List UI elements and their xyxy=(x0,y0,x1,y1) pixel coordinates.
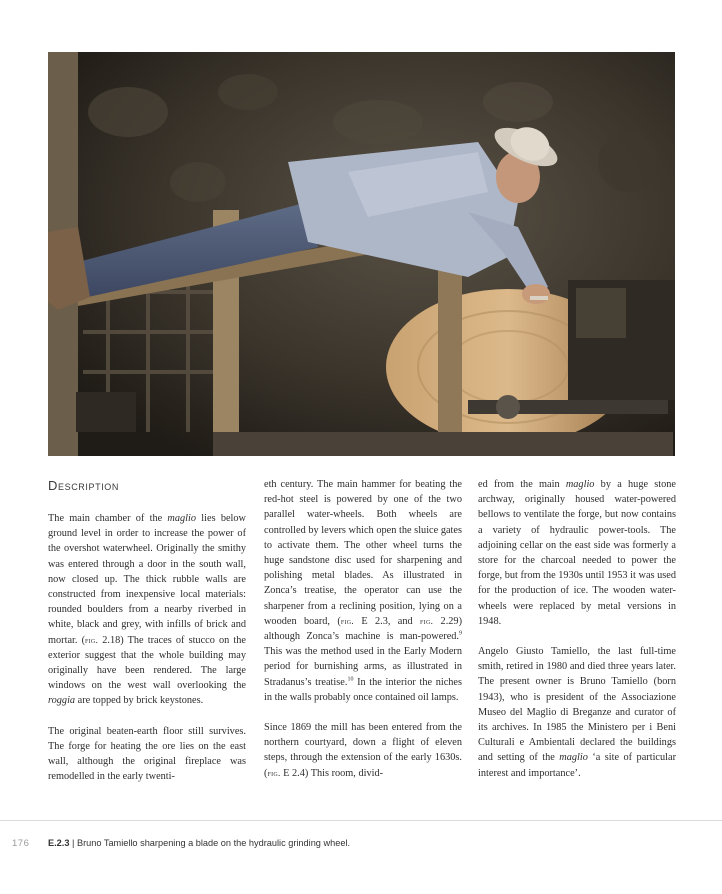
text-column-1 xyxy=(48,477,246,784)
text-run: 2.29) although Zonca’s machine is man-powered. xyxy=(264,615,462,643)
figure-ref: fig. xyxy=(267,767,281,778)
footnote-ref: 9 xyxy=(459,630,462,637)
figure-ref: fig. xyxy=(340,615,354,626)
text-run: Since 1869 the mill has been entered from the northern courtyard, down a flight of eleven steps, through the extension of the early 1630s. ( xyxy=(264,722,462,779)
section-heading: Description xyxy=(48,478,119,493)
figure-ref: fig. xyxy=(420,615,434,626)
text-run: eth century. The main hammer for beating the red-hot steel is powered by one of the two parallel water-wheels. Both wheels are controlled by levers which open the sluice gates to activate them. The other wheel turns the huge sandstone disc used for sharpening and polishing metal blades. As illustrated in Zonca’s treatise, the operator can use the sharpener from a reclining position, lying on a wooden board, ( xyxy=(264,479,462,627)
text-column-2 xyxy=(264,477,462,781)
paragraph-6 xyxy=(478,644,676,781)
text-run: ed from the main xyxy=(478,479,566,490)
text-run: by a huge stone archway, originally housed water-powered bellows to ventilate the forge, but now contains a variety of hydraulic power-tools. The adjoining cellar on the east side was formerly a store for the charcoal needed to power the forge, but from the 1930s until 1953 it was used for the production of ice. The wooden water-wheels were replaced by metal versions in 1948. xyxy=(478,479,677,627)
paragraph-3 xyxy=(264,477,462,705)
italic-term: maglio xyxy=(167,513,197,524)
text-run: Angelo Giusto Tamiello, the last full-time smith, retired in 1980 and died three years later. The present owner is Bruno Tamiello (born 1943), who is president of the Associazione Museo del Maglio di Breganze and curator of its archives. In 1985 the Ministero per i Beni Culturali e Ambientali declared the buildings and setting of the xyxy=(478,646,676,764)
footnote-ref: 10 xyxy=(347,676,354,683)
paragraph-1 xyxy=(48,511,246,709)
paragraph-5 xyxy=(478,477,676,629)
text-run: lies below ground level in order to increase the power of the overshot waterwheel. Originally the smithy was entered through a door in the south wall, now closed up. The thick rubble walls are constructed from inexpensive local materials: rounded boulders from a nearby riverbed in white, black and grey, with infills of brick and mortar. ( xyxy=(48,513,246,646)
text-run: 2.18) The traces of stucco on the exterior suggest that the whole building may originally have been rendered. The large windows on the west wall overlooking the xyxy=(48,634,246,692)
text-run: are topped by brick keystones. xyxy=(75,695,204,707)
italic-term: roggia xyxy=(48,695,76,707)
text-run: E 2.4) This room, divid- xyxy=(280,767,384,779)
page-number: 176 xyxy=(12,838,30,849)
grinding-wheel-illustration xyxy=(48,52,675,456)
paragraph-2: The original beaten-earth floor still survives. The forge for heating the ore lies on the east wall, although the original fireplace was remodelled in the early twenti- xyxy=(48,725,246,783)
figure-id: E.2.3 xyxy=(48,838,70,848)
text-run: ‘a site of particular interest and importance’. xyxy=(478,752,677,779)
paragraph-4 xyxy=(264,720,462,781)
footer-divider xyxy=(0,820,722,821)
text-run: This was the method used in the Early Modern period for burnishing arms, as illustrated in Stradanus’s treatise. xyxy=(264,646,462,688)
page-footer xyxy=(0,838,722,854)
figure-photo xyxy=(48,52,675,456)
text-run: E 2.3, and xyxy=(353,615,421,627)
italic-term: maglio xyxy=(565,479,595,490)
text-run: In the interior the niches in the walls probably once contained oil lamps. xyxy=(264,676,462,703)
figure-caption xyxy=(48,838,350,848)
figure-ref: fig. xyxy=(85,634,99,645)
italic-term: maglio xyxy=(559,752,588,764)
text-column-3 xyxy=(478,477,676,781)
text-run: The main chamber of the xyxy=(48,513,168,524)
caption-text: | Bruno Tamiello sharpening a blade on the hydraulic grinding wheel. xyxy=(69,838,351,848)
